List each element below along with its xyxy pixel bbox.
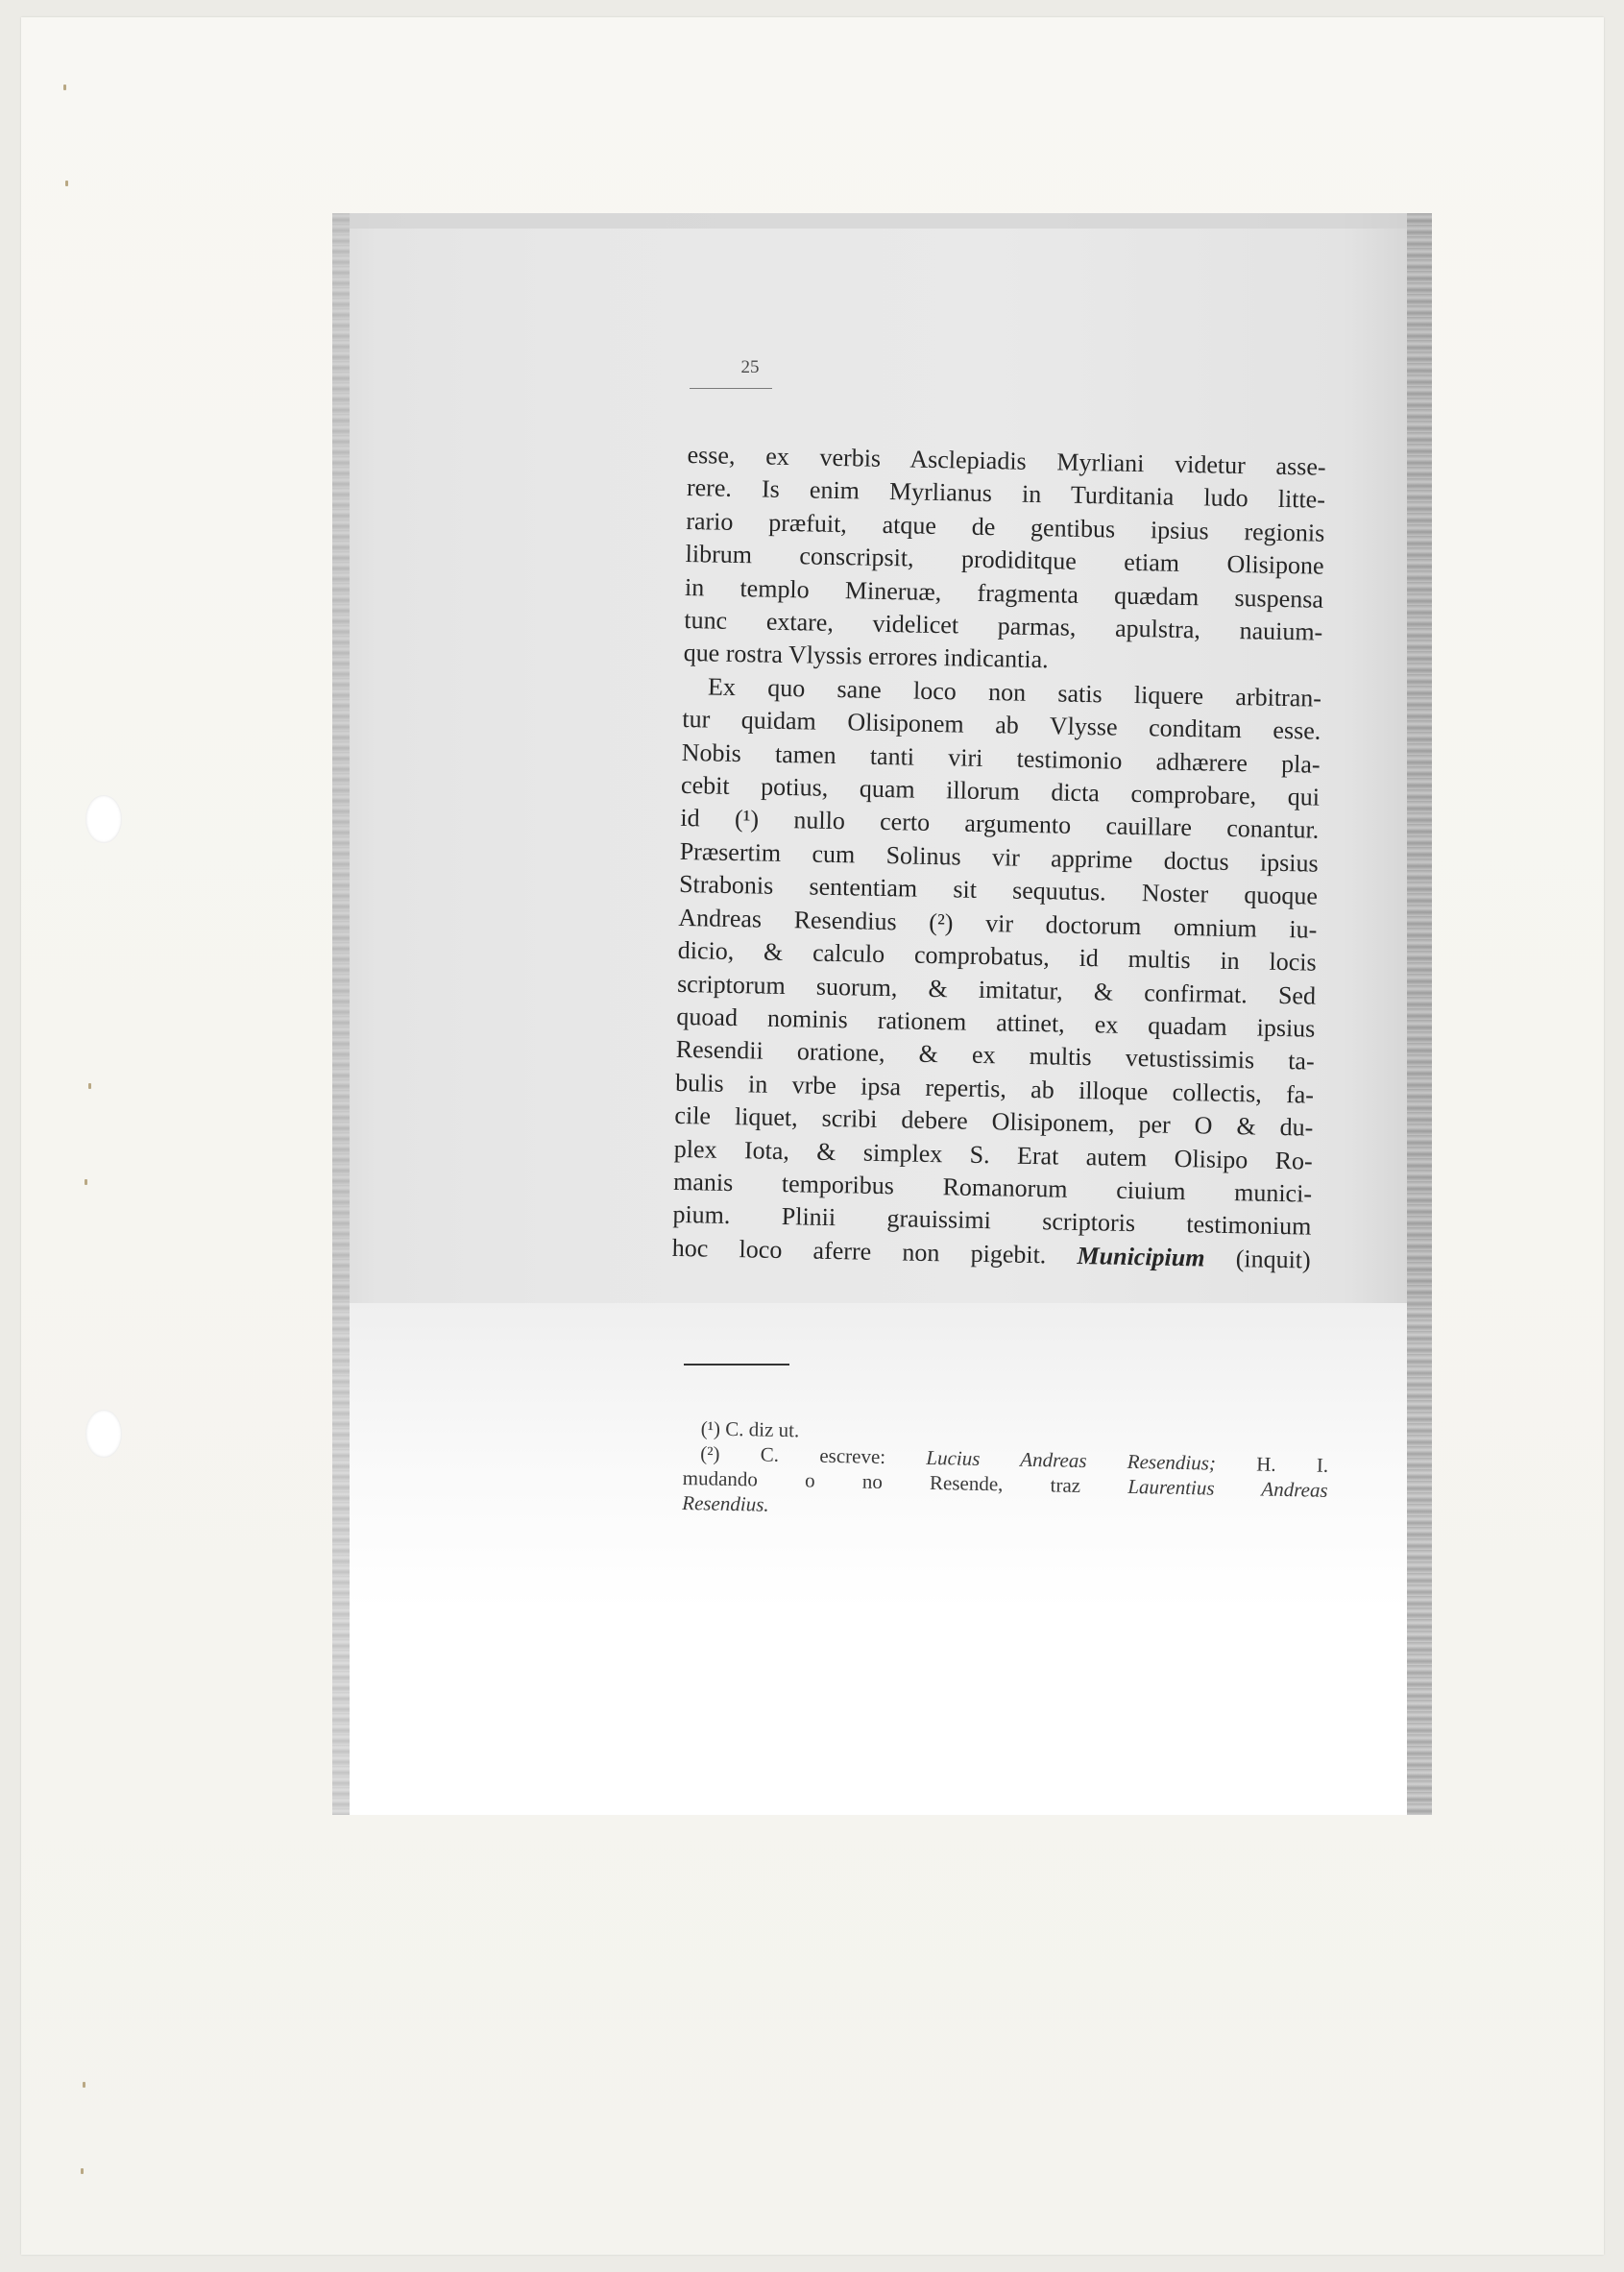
text-line: tunc extare, videlicet parmas, apulstra, nauium- [684,605,1323,646]
text-line: Nobis tamen tanti viri testimonio adhærere pla- [681,737,1321,779]
text-line: librum conscripsit, prodiditque etiam Olisipone [685,540,1324,580]
text-line: tur quidam Olisiponem ab Vlysse conditam esse. [682,705,1321,745]
italic-term: Municipium [1077,1241,1205,1272]
text-line: dicio, & calculo comprobatus, id multis in locis [677,935,1317,977]
footnote-text: H. I. [1255,1452,1329,1477]
text-line: quoad nominis rationem attinet, ex quadam ipsius [676,1002,1316,1043]
paper-speck [83,2082,85,2088]
punch-hole-upper [85,795,122,843]
text-line: esse, ex verbis Asclepiadis Myrliani videtur asse- [687,440,1326,481]
text-line: id (¹) nullo certo argumento cauillare conantur. [680,804,1320,845]
body-text [671,439,1325,1277]
footnote-separator [684,1364,789,1366]
paper-speck [65,181,68,186]
paper-speck [81,2168,84,2174]
paper-speck [88,1083,91,1089]
text-line: cebit potius, quam illorum dicta comprobare, qui [680,770,1321,811]
footnote-italic: Resendius. [682,1490,769,1516]
text-line: plex Iota, & simplex S. Erat autem Olisipo Ro- [673,1134,1313,1175]
page-number: 25 [740,357,760,377]
footnote-text: Resende, traz [929,1470,1081,1497]
text-line: rere. Is enim Myrlianus in Turditania ludo litte- [686,473,1326,515]
paper-speck [85,1179,87,1185]
text-line: Præsertim cum Solinus vir apprime doctus ipsius [679,836,1319,878]
text-line: in templo Mineruæ, fragmenta quædam suspensa [684,572,1324,614]
text-line: Strabonis sententiam sit sequutus. Noster quoque [678,870,1319,910]
text-line: pium. Plinii grauissimi scriptoris testimonium [672,1200,1312,1241]
text-line: Resendii oratione, & ex multis vetustissimis ta- [675,1035,1315,1076]
photocopy-right-edge [1407,213,1432,1815]
footnote-italic: Laurentius Andreas [1127,1474,1328,1502]
photocopy-top-edge [332,213,1432,229]
photocopy-fade [332,1303,1432,1815]
footnote-italic: Lucius Andreas Resendius; [926,1445,1217,1475]
footnote-text: mudando o no [682,1465,884,1493]
text-line: Ex quo sane loco non satis liquere arbitran- [707,672,1322,713]
footnotes [682,1415,1329,1528]
footnote-1: (¹) C. diz ut. [700,1416,800,1442]
text-fragment: hoc loco aferre non pigebit. [671,1233,1047,1269]
text-line: manis temporibus Romanorum ciuium munici- [672,1167,1313,1208]
text-line: scriptorum suorum, & imitatur, & confirmat. Sed [676,969,1317,1010]
paper-speck [63,85,66,90]
page-number-rule [690,388,772,389]
photocopy-left-edge [332,213,350,1815]
text-line: cile liquet, scribi debere Olisiponem, per O & du- [674,1100,1314,1142]
text-fragment: (inquit) [1235,1244,1312,1274]
punch-hole-lower [85,1410,122,1458]
text-line: rario præfuit, atque de gentibus ipsius regionis [686,506,1325,547]
text-line: que rostra Vlyssis errores indicantia. [683,639,1049,674]
text-line: Andreas Resendius (²) vir doctorum omnium iu- [678,903,1318,944]
photocopy-page [332,213,1432,1815]
text-line: bulis in vrbe ipsa repertis, ab illoque collectis, fa- [674,1068,1315,1109]
footnote-text: (²) C. escreve: [700,1441,886,1469]
